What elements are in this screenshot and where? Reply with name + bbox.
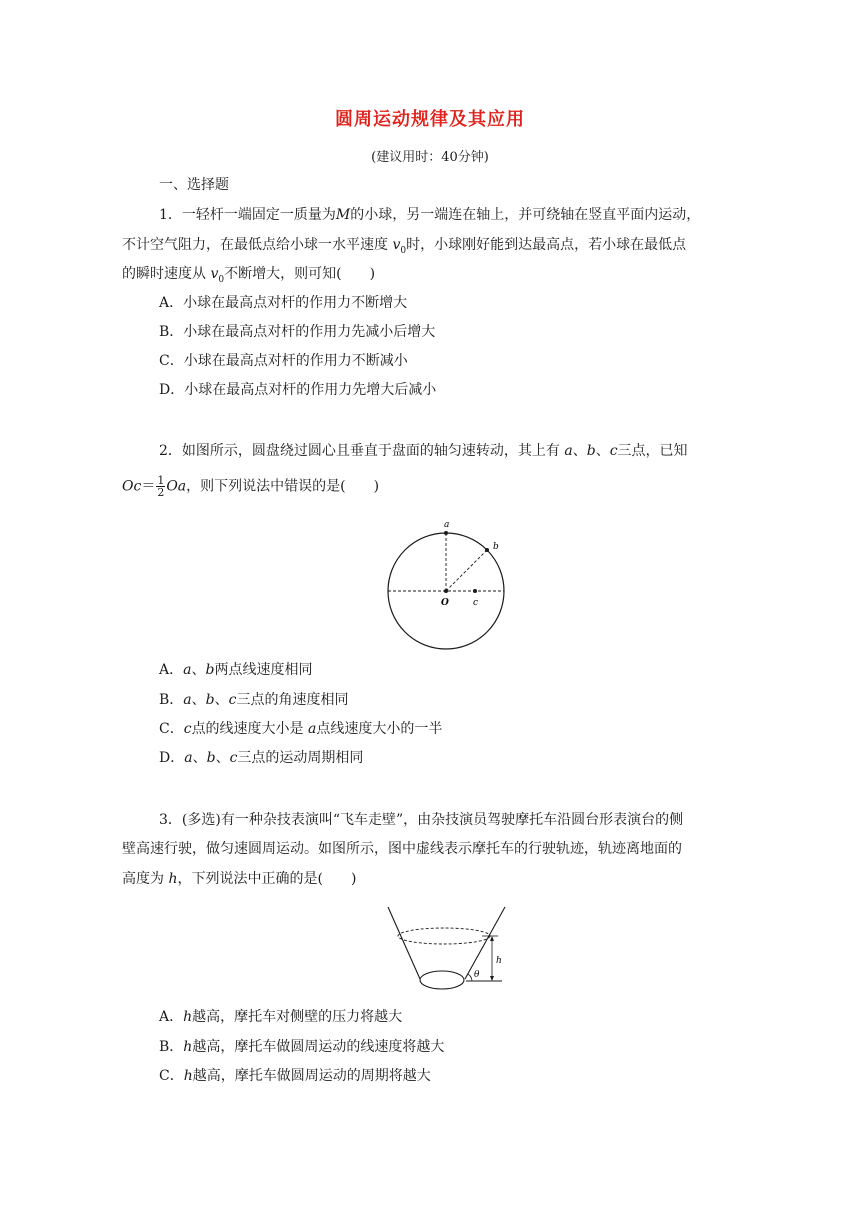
- base-ellipse: [420, 971, 464, 989]
- q3-line1: 3．(多选)有一种杂技表演叫“飞车走壁”，由杂技演员驾驶摩托车沿圆台形表演台的侧: [159, 812, 684, 828]
- q2-option-a: A．a、b两点线速度相同: [159, 662, 313, 678]
- q3-line2: 壁高速行驶，做匀速圆周运动。如图所示，图中虚线表示摩托车的行驶轨迹，轨迹离地面的: [122, 841, 682, 857]
- section-heading: 一、选择题: [159, 177, 229, 193]
- q3-option-a: A．h越高，摩托车对侧壁的压力将越大: [159, 1009, 403, 1025]
- radius-ob: [446, 550, 487, 591]
- angle-arc: [468, 974, 472, 981]
- label-h: h: [496, 956, 502, 966]
- label-theta: θ: [474, 970, 480, 980]
- arrow-head-up: [490, 936, 494, 941]
- q1-option-a: A．小球在最高点对杆的作用力不断增大: [159, 295, 408, 311]
- q2-line1: 2．如图所示，圆盘绕过圆心且垂直于盘面的轴匀速转动，其上有 a、b、c三点，已知: [159, 443, 688, 459]
- right-wall: [465, 907, 505, 979]
- q2-option-c: C．c点的线速度大小是 a点线速度大小的一半: [159, 721, 443, 737]
- q2-option-d: D．a、b、c三点的运动周期相同: [159, 750, 364, 766]
- point-b: [485, 548, 489, 552]
- q1-option-d: D．小球在最高点对杆的作用力先增大后减小: [159, 382, 437, 398]
- q1-option-c: C．小球在最高点对杆的作用力不断减小: [159, 353, 408, 369]
- q1-line2: 不计空气阻力，在最低点给小球一水平速度 $v_0$时，小球刚好能到达最高点，若小球在最低点: [122, 237, 687, 256]
- suggested-time: (建议用时：40分钟): [371, 150, 489, 165]
- track-ellipse: [398, 928, 490, 944]
- label-c: c: [473, 598, 479, 608]
- point-c: [473, 589, 477, 593]
- q1-option-b: B．小球在最高点对杆的作用力先减小后增大: [159, 324, 436, 340]
- point-o: [444, 589, 448, 593]
- fraction-one-half: $\frac{1}{2}$: [157, 474, 165, 499]
- q3-option-c: C．h越高，摩托车做圆周运动的周期将越大: [159, 1068, 431, 1084]
- page-title: 圆周运动规律及其应用: [335, 109, 525, 130]
- q3-line3: 高度为 h，下列说法中正确的是( ): [122, 871, 357, 887]
- label-b: b: [493, 542, 499, 552]
- label-a: a: [444, 520, 450, 530]
- disk-figure: [380, 515, 510, 650]
- q2-line2: Oc＝ $\frac{1}{2}$ Oa，则下列说法中错误的是( ): [122, 474, 380, 499]
- left-wall: [388, 907, 420, 979]
- q1-line1: 1．一轻杆一端固定一质量为M的小球，另一端连在轴上，并可绕轴在竖直平面内运动，: [159, 207, 701, 223]
- arrow-head-down: [490, 976, 494, 981]
- q2-option-b: B．a、b、c三点的角速度相同: [159, 692, 349, 708]
- label-o: O: [441, 598, 449, 608]
- cone-stage-figure: [382, 903, 512, 998]
- q3-option-b: B．h越高，摩托车做圆周运动的线速度将越大: [159, 1039, 445, 1055]
- q1-line3: 的瞬时速度从 $v_0$不断增大，则可知( ): [122, 266, 376, 285]
- point-a: [444, 531, 448, 535]
